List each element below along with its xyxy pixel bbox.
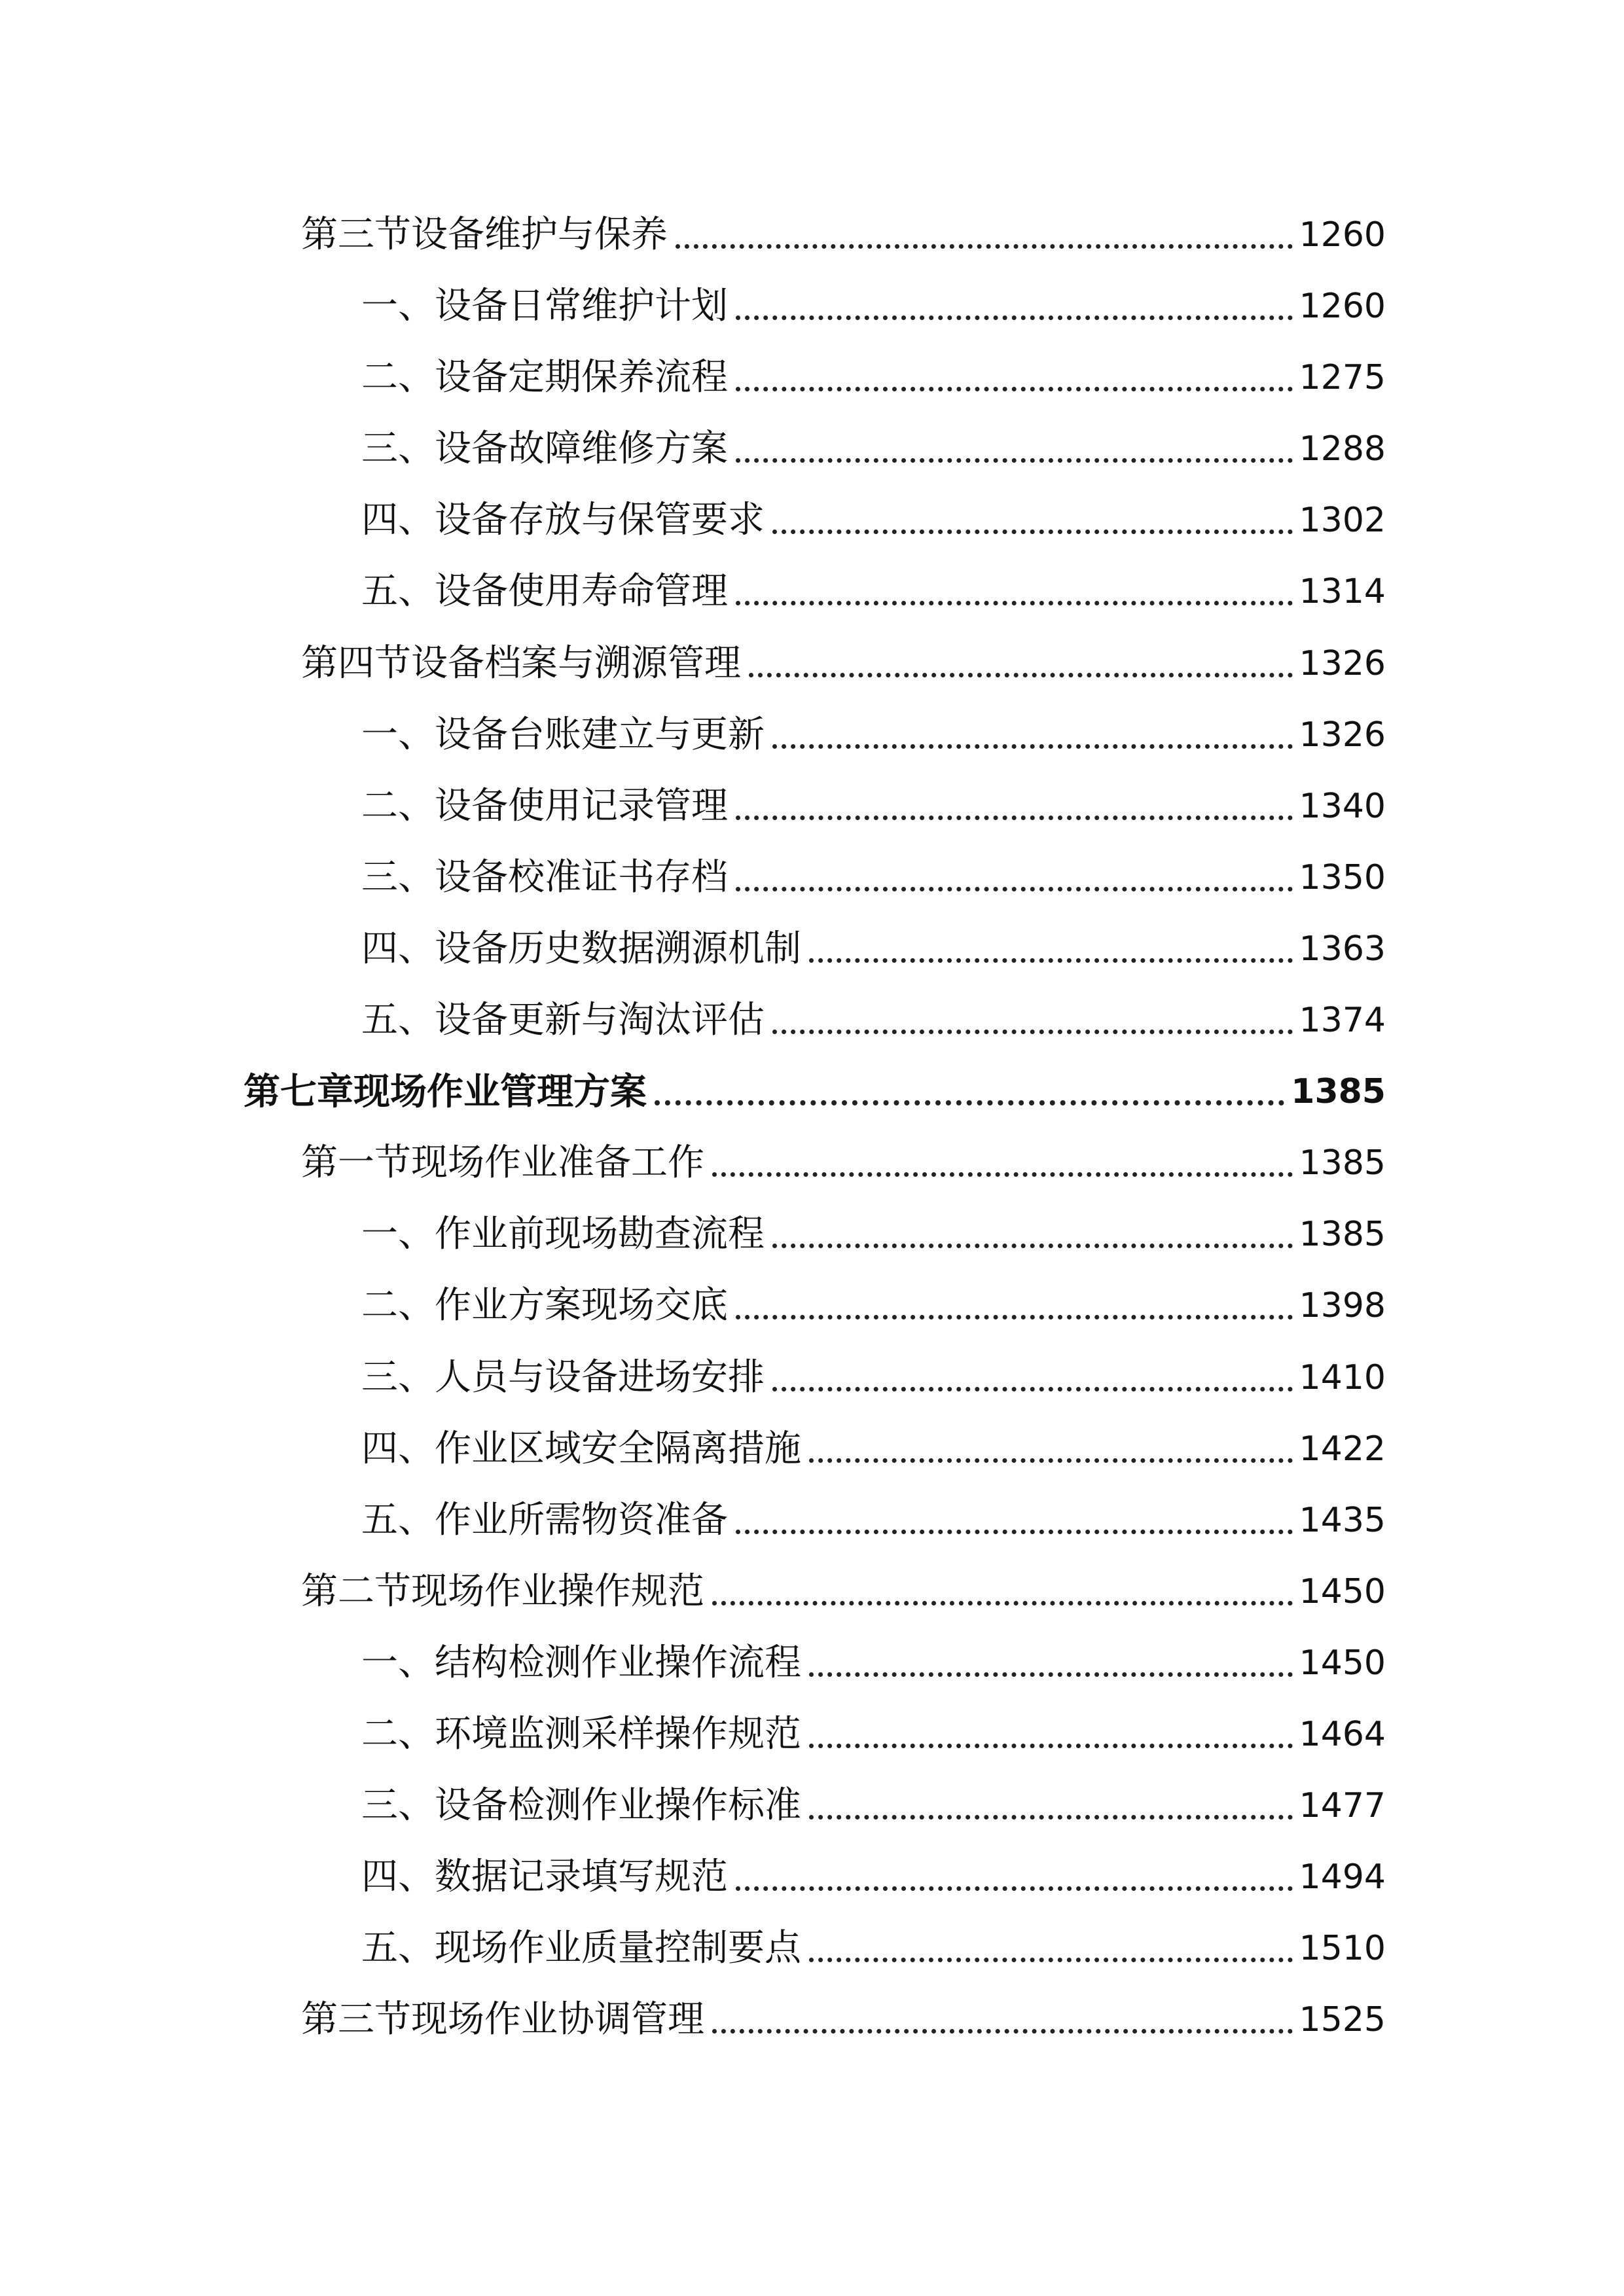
toc-entry-title: 二、设备使用记录管理 (361, 784, 728, 827)
toc-page-number: 1410 (1299, 1357, 1386, 1397)
toc-entry-title: 一、结构检测作业操作流程 (361, 1641, 801, 1684)
toc-entry-title: 第三节现场作业协调管理 (301, 1998, 704, 2041)
toc-page-number: 1464 (1299, 1714, 1386, 1754)
toc-item-entry[interactable] (361, 355, 1386, 401)
toc-item-entry[interactable] (361, 283, 1386, 329)
toc-page-number: 1422 (1299, 1429, 1386, 1469)
toc-item-entry[interactable] (361, 1211, 1386, 1257)
toc-page-number: 1450 (1299, 1643, 1386, 1683)
toc-item-entry[interactable] (361, 1498, 1386, 1543)
toc-page-number: 1385 (1299, 1215, 1386, 1255)
toc-page-number: 1340 (1299, 786, 1386, 826)
toc-page-number: 1350 (1299, 857, 1386, 897)
toc-page-number: 1510 (1299, 1929, 1386, 1969)
toc-item-entry[interactable] (361, 1426, 1386, 1472)
toc-chapter-entry[interactable] (244, 1069, 1386, 1115)
toc-entry-title: 四、作业区域安全隔离措施 (361, 1427, 801, 1470)
toc-entry-title: 第四节设备档案与溯源管理 (301, 641, 741, 685)
dot-leader (736, 601, 1293, 605)
toc-entry-title: 三、设备检测作业操作标准 (361, 1784, 801, 1827)
dot-leader (712, 1601, 1293, 1605)
toc-item-entry[interactable] (361, 1783, 1386, 1829)
toc-page-number: 1326 (1299, 715, 1386, 755)
dot-leader (736, 458, 1293, 463)
toc-section-entry[interactable] (301, 1140, 1386, 1186)
dot-leader (712, 1172, 1293, 1177)
toc-page-number: 1326 (1299, 643, 1386, 683)
dot-leader (736, 387, 1293, 391)
dot-leader (736, 1886, 1293, 1891)
toc-entry-title: 二、环境监测采样操作规范 (361, 1712, 801, 1755)
toc-entry-title: 二、作业方案现场交底 (361, 1284, 728, 1327)
dot-leader (736, 1315, 1293, 1319)
table-of-contents (0, 204, 1624, 2060)
dot-leader (809, 1672, 1293, 1677)
toc-page-number: 1302 (1299, 501, 1386, 541)
dot-leader (655, 1100, 1284, 1105)
toc-page-number: 1275 (1299, 358, 1386, 398)
dot-leader (736, 887, 1293, 891)
toc-entry-title: 五、作业所需物资准备 (361, 1498, 728, 1541)
dot-leader (676, 244, 1293, 249)
toc-item-entry[interactable] (361, 569, 1386, 615)
toc-item-entry[interactable] (361, 926, 1386, 972)
toc-item-entry[interactable] (361, 1926, 1386, 1971)
toc-page-number: 1288 (1299, 429, 1386, 469)
toc-entry-title: 四、设备存放与保管要求 (361, 499, 765, 542)
dot-leader (736, 1530, 1293, 1534)
toc-entry-title: 第三节设备维护与保养 (301, 213, 668, 256)
dot-leader (809, 958, 1293, 963)
toc-page-number: 1477 (1299, 1786, 1386, 1826)
toc-page-number: 1363 (1299, 929, 1386, 969)
toc-section-entry[interactable] (301, 641, 1386, 687)
dot-leader (772, 744, 1293, 749)
toc-page-number: 1494 (1299, 1857, 1386, 1897)
toc-item-entry[interactable] (361, 997, 1386, 1043)
toc-page-number: 1525 (1299, 2000, 1386, 2040)
dot-leader (772, 1387, 1293, 1391)
toc-item-entry[interactable] (361, 497, 1386, 543)
dot-leader (772, 529, 1293, 534)
toc-entry-title: 三、人员与设备进场安排 (361, 1355, 765, 1399)
toc-page-number: 1260 (1299, 287, 1386, 327)
dot-leader (809, 1744, 1293, 1748)
toc-item-entry[interactable] (361, 783, 1386, 829)
toc-entry-title: 四、数据记录填写规范 (361, 1856, 728, 1899)
toc-page-number: 1398 (1299, 1286, 1386, 1326)
dot-leader (772, 1244, 1293, 1248)
toc-entry-title: 五、设备使用寿命管理 (361, 570, 728, 613)
toc-entry-title: 五、设备更新与淘汰评估 (361, 999, 765, 1042)
toc-item-entry[interactable] (361, 426, 1386, 472)
dot-leader (712, 2029, 1293, 2034)
toc-entry-title: 一、设备日常维护计划 (361, 285, 728, 328)
toc-entry-title: 第七章现场作业管理方案 (244, 1070, 647, 1114)
toc-entry-title: 一、设备台账建立与更新 (361, 713, 765, 756)
toc-entry-title: 三、设备校准证书存档 (361, 855, 728, 899)
dot-leader (809, 1815, 1293, 1820)
toc-section-entry[interactable] (301, 212, 1386, 258)
toc-page-number: 1374 (1299, 1001, 1386, 1041)
dot-leader (736, 816, 1293, 820)
toc-item-entry[interactable] (361, 712, 1386, 758)
toc-page-number: 1314 (1299, 572, 1386, 612)
toc-entry-title: 第二节现场作业操作规范 (301, 1570, 704, 1613)
toc-item-entry[interactable] (361, 1283, 1386, 1329)
toc-item-entry[interactable] (361, 1355, 1386, 1401)
toc-entry-title: 第一节现场作业准备工作 (301, 1141, 704, 1185)
toc-item-entry[interactable] (361, 855, 1386, 901)
toc-entry-title: 一、作业前现场勘查流程 (361, 1213, 765, 1256)
toc-item-entry[interactable] (361, 1640, 1386, 1686)
toc-entry-title: 五、现场作业质量控制要点 (361, 1927, 801, 1970)
toc-entry-title: 二、设备定期保养流程 (361, 356, 728, 399)
toc-section-entry[interactable] (301, 1569, 1386, 1615)
toc-item-entry[interactable] (361, 1712, 1386, 1757)
dot-leader (736, 315, 1293, 320)
toc-page-number: 1385 (1299, 1143, 1386, 1183)
toc-entry-title: 三、设备故障维修方案 (361, 427, 728, 471)
dot-leader (809, 1458, 1293, 1463)
dot-leader (749, 673, 1293, 677)
toc-section-entry[interactable] (301, 1997, 1386, 2043)
toc-page-number: 1260 (1299, 215, 1386, 255)
toc-page-number: 1450 (1299, 1571, 1386, 1611)
toc-page-number: 1385 (1291, 1072, 1386, 1112)
toc-page-number: 1435 (1299, 1500, 1386, 1540)
toc-entry-title: 四、设备历史数据溯源机制 (361, 927, 801, 970)
dot-leader (772, 1030, 1293, 1034)
dot-leader (809, 1958, 1293, 1962)
toc-item-entry[interactable] (361, 1854, 1386, 1900)
